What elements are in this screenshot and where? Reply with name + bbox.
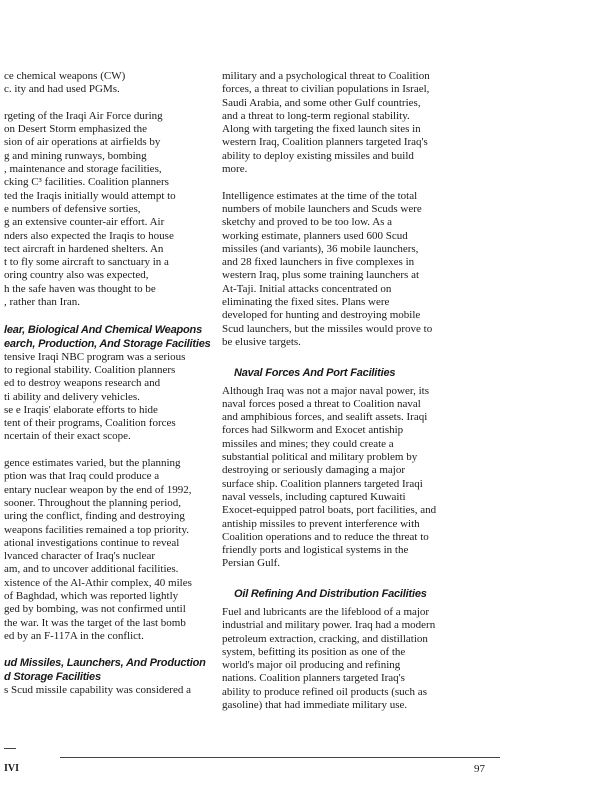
text-line: tect aircraft in hardened shelters. An bbox=[4, 242, 164, 255]
section-heading bbox=[4, 656, 214, 684]
text-line: At-Taji. Initial attacks concentrated on bbox=[222, 282, 392, 295]
text-line: ability to deploy existing missiles and build bbox=[222, 149, 414, 162]
heading-line: d Storage Facilities bbox=[4, 671, 101, 684]
text-line: working estimate, planners used 600 Scud bbox=[222, 229, 408, 242]
text-line: numbers of mobile launchers and Scuds were bbox=[222, 202, 422, 215]
text-line: , rather than Iran. bbox=[4, 296, 81, 309]
text-line: ged by bombing, was not confirmed until bbox=[4, 603, 186, 616]
text-line: h the safe haven was thought to be bbox=[4, 282, 156, 295]
text-line: ability to produce refined oil products (such as bbox=[222, 685, 427, 698]
text-line: missiles (and variants), 36 mobile launchers, bbox=[222, 242, 419, 255]
text-line: western Iraq, plus some training launchers at bbox=[222, 269, 420, 282]
text-line: am, and to uncover additional facilities. bbox=[4, 563, 179, 576]
text-line: xistence of the Al-Athir complex, 40 miles bbox=[4, 576, 192, 589]
text-line: Scud launchers, but the missiles would prove to bbox=[222, 322, 433, 335]
text-line: tent of their programs, Coalition forces bbox=[4, 417, 176, 430]
text-line: sooner. Throughout the planning period, bbox=[4, 496, 181, 509]
text-line: ational investigations continue to reveal bbox=[4, 536, 180, 549]
text-line: western Iraq, Coalition planners targeted Iraq's bbox=[222, 136, 428, 149]
text-line: ti ability and delivery vehicles. bbox=[4, 390, 140, 403]
text-line: system, befitting its position as one of the bbox=[222, 645, 406, 658]
text-line: Exocet-equipped patrol boats, port facilities, and bbox=[222, 504, 437, 517]
text-line: ted the Iraqis initially would attempt to bbox=[4, 189, 176, 202]
text-line: eliminating the fixed sites. Plans were bbox=[222, 296, 390, 309]
text-line: weapons facilities remained a top priority. bbox=[4, 523, 190, 536]
text-line: lvanced character of Iraq's nuclear bbox=[4, 550, 155, 563]
heading-line: earch, Production, And Storage Facilities bbox=[4, 337, 211, 350]
text-line: industrial and military power. Iraq had a modern bbox=[222, 619, 436, 632]
text-line: forces, a threat to civilian populations in Israel, bbox=[222, 83, 430, 96]
paragraph bbox=[222, 384, 437, 571]
text-line: destroying or seriously damaging a major bbox=[222, 464, 405, 477]
paragraph bbox=[222, 70, 430, 176]
text-line: ce chemical weapons (CW) bbox=[4, 70, 126, 82]
text-line: entary nuclear weapon by the end of 1992, bbox=[4, 483, 192, 496]
text-line: Coalition operations and to reduce the threat to bbox=[222, 530, 429, 543]
text-line: g an extensive counter-air effort. Air bbox=[4, 216, 165, 229]
heading-line: lear, Biological And Chemical Weapons bbox=[4, 323, 202, 336]
footer-rule bbox=[60, 757, 500, 758]
text-line: uring the conflict, finding and destroying bbox=[4, 510, 185, 523]
text-line: cking C³ facilities. Coalition planners bbox=[4, 176, 169, 189]
text-line: c. ity and had used PGMs. bbox=[4, 83, 120, 96]
text-line: of Baghdad, which was reported lightly bbox=[4, 589, 179, 602]
text-line: missiles and mines; they could create a bbox=[222, 437, 394, 450]
paragraph bbox=[4, 110, 214, 309]
text-line: Persian Gulf. bbox=[222, 557, 281, 570]
text-line: ed to destroy weapons research and bbox=[4, 377, 161, 390]
text-line: t to fly some aircraft to sanctuary in a bbox=[4, 256, 169, 269]
text-line: Although Iraq was not a major naval power, its bbox=[222, 384, 429, 397]
text-line: antiship missiles to prevent interference with bbox=[222, 517, 420, 530]
text-line: more. bbox=[222, 163, 248, 176]
text-line: sion of air operations at airfields by bbox=[4, 136, 161, 149]
text-line: substantial political and military problem by bbox=[222, 451, 418, 464]
text-line: Saudi Arabia, and some other Gulf countries, bbox=[222, 96, 421, 109]
text-line: naval vessels, including captured Kuwaiti bbox=[222, 490, 406, 503]
heading-line: ud Missiles, Launchers, And Production bbox=[4, 657, 206, 670]
text-line: naval forces posed a threat to Coalition naval bbox=[222, 397, 421, 410]
text-line: nations. Coalition planners targeted Iraq's bbox=[222, 672, 405, 685]
text-line: gence estimates varied, but the planning bbox=[4, 457, 181, 470]
paragraph bbox=[222, 189, 433, 350]
text-line: ption was that Iraq could produce a bbox=[4, 470, 160, 483]
footer-mark bbox=[4, 748, 16, 749]
right-column bbox=[222, 70, 437, 712]
text-line: petroleum extraction, cracking, and distillation bbox=[222, 632, 428, 645]
section-heading: Oil Refining And Distribution Facilities bbox=[234, 587, 427, 600]
text-line: world's major oil producing and refining bbox=[222, 659, 401, 672]
text-line: and 28 fixed launchers in five complexes in bbox=[222, 256, 415, 269]
section-heading: Naval Forces And Port Facilities bbox=[234, 366, 396, 379]
text-line: to regional stability. Coalition planners bbox=[4, 363, 176, 376]
text-line: friendly ports and logistical systems in the bbox=[222, 544, 409, 557]
paragraph bbox=[4, 457, 214, 643]
paragraph bbox=[222, 605, 436, 712]
text-line: Along with targeting the fixed launch sites in bbox=[222, 123, 421, 136]
paragraph bbox=[4, 684, 214, 697]
paragraph bbox=[4, 70, 214, 97]
text-line: surface ship. Coalition planners targeted Iraqi bbox=[222, 477, 423, 490]
section-heading bbox=[4, 323, 214, 351]
text-line: be elusive targets. bbox=[222, 335, 301, 348]
text-line: tensive Iraqi NBC program was a serious bbox=[4, 350, 186, 363]
text-line: forces had Silkworm and Exocet antiship bbox=[222, 424, 404, 437]
text-line: sketchy and proved to be too low. As a bbox=[222, 216, 393, 229]
text-line: g and mining runways, bombing bbox=[4, 149, 147, 162]
text-line: Fuel and lubricants are the lifeblood of a major bbox=[222, 605, 430, 618]
footer-left-mark: IVI bbox=[4, 763, 20, 774]
text-line: developed for hunting and destroying mobile bbox=[222, 309, 421, 322]
text-line: on Desert Storm emphasized the bbox=[4, 123, 147, 136]
paragraph bbox=[4, 351, 214, 444]
page-number: 97 bbox=[474, 763, 485, 775]
text-line: oring country also was expected, bbox=[4, 269, 149, 282]
text-line: gasoline) that had immediate military use. bbox=[222, 699, 408, 712]
text-line: se e Iraqis' elaborate efforts to hide bbox=[4, 403, 158, 416]
text-line: rgeting of the Iraqi Air Force during bbox=[4, 109, 163, 122]
text-line: and a threat to long-term regional stability. bbox=[222, 109, 410, 122]
text-line: nders also expected the Iraqis to house bbox=[4, 229, 174, 242]
text-line: , maintenance and storage facilities, bbox=[4, 163, 162, 176]
text-line: the war. It was the target of the last bomb bbox=[4, 616, 186, 629]
text-line: s Scud missile capability was considered a bbox=[4, 684, 191, 697]
left-column bbox=[4, 70, 214, 698]
text-line: ncertain of their exact scope. bbox=[4, 430, 131, 443]
text-line: and amphibious forces, and sealift assets. Iraqi bbox=[222, 411, 428, 424]
text-line: military and a psychological threat to Coalition bbox=[222, 70, 430, 82]
text-line: Intelligence estimates at the time of the total bbox=[222, 189, 418, 202]
text-line: e numbers of defensive sorties, bbox=[4, 202, 141, 215]
text-line: ed by an F-117A in the conflict. bbox=[4, 629, 144, 642]
